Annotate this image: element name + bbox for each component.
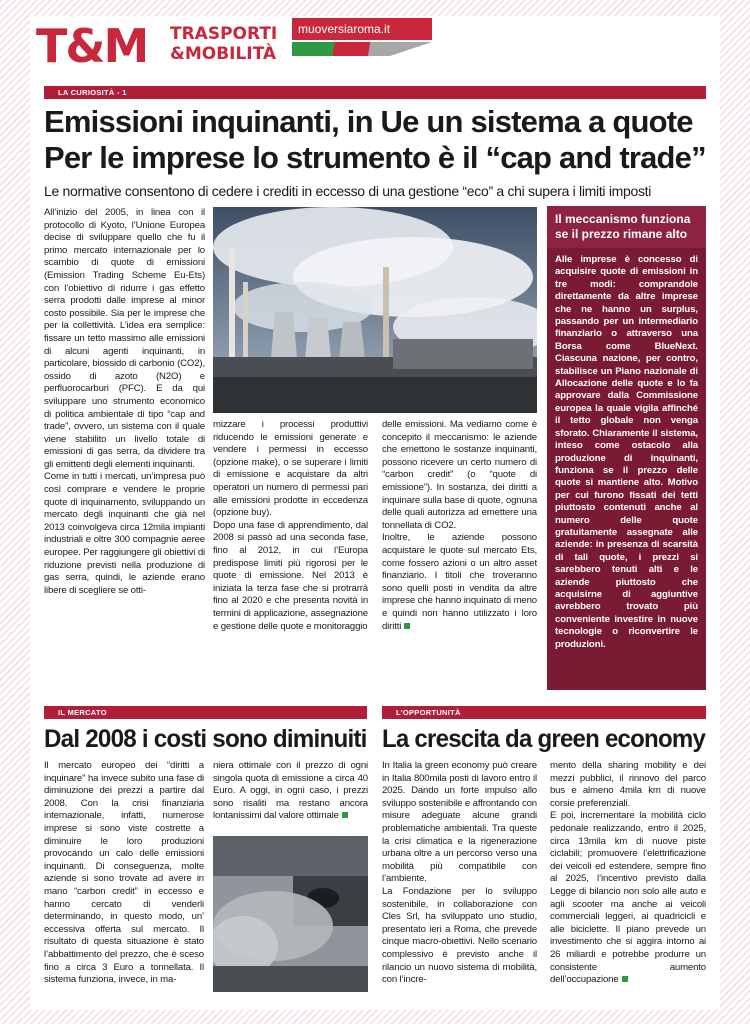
photo-exhaust xyxy=(213,836,368,992)
paragraph: Il mercato europeo dei “diritti a inquinare” ha invece subito una fase di diminuzione dei prezzi a partire dal 2008. Con la crisi finanziaria internazionale, infatti, numerose imprese si sono viste costrette a diminuire le loro produzioni provocando un calo delle emissioni inquinanti. Di conseguenza, molte aziende si sono trovate ad avere in mano “carbon credit” in eccesso e hanno cercato di venderli determinando, in questo modo, un’ eccessiva offerta sul mercato. Il risultato di questa situazione è stato l’abbattimento del prezzo, che è sceso fino a circa 3 Euro a tonnellata. Il sistema funziona, invece, in ma- xyxy=(44,760,204,986)
paragraph: mizzare i processi produttivi riducendo le emissioni generate e vendere i permessi in eccesso (opzione make), o se superare i limiti di emissione e acquistare da altri operatori un numero di permessi pari alle emissioni prodotte in eccedenza (opzione buy). xyxy=(213,419,368,519)
headline-line-1: Emissioni inquinanti, in Ue un sistema a quote xyxy=(44,104,693,139)
logo-text xyxy=(170,24,277,64)
photo-power-plant xyxy=(213,207,537,413)
paragraph xyxy=(382,532,537,633)
paragraph xyxy=(213,760,368,823)
sidebar-title: Il meccanismo funziona se il prezzo rimane alto xyxy=(547,206,706,248)
section-kicker: LA CURIOSITÀ - 1 xyxy=(44,86,706,99)
article-column-1 xyxy=(382,760,537,987)
end-of-article-icon xyxy=(404,623,410,629)
article-column-2 xyxy=(213,760,368,823)
section-kicker: IL MERCATO xyxy=(44,706,367,719)
paragraph: All’inizio del 2005, in linea con il protocollo di Kyoto, l’Unione Europea decise di sviluppare quello che fu il primo mercato internazionale per lo scambio di quote di emissioni (Emission Trading Scheme Eu-Ets) con l’obiettivo di ridurre i gas effetto serra prodotti dalle imprese al minor costo possibile. Sia per le imprese che per la collettività. L’idea era semplice: fissare un tetto massimo alle emissioni di alcuni agenti inquinanti, in particolare, biossido di carbonio (CO2), ossido di azoto (N2O) e perfluorocarburi (PFC). E da qui sviluppare uno strumento economico di politica ambientale di tipo “cap and trade”, ovvero, un sistema con il quale viene stabilito un livello totale di emissioni di gas serra, da dividere tra gli emittenti degli elementi inquinanti. xyxy=(44,207,205,470)
end-of-article-icon xyxy=(342,812,348,818)
article-column-3 xyxy=(382,419,537,633)
sidebar-box xyxy=(547,206,706,690)
newspaper-page xyxy=(30,16,720,1010)
site-badge[interactable]: muoversiaroma.it xyxy=(292,18,432,40)
headline-line-2: Per le imprese lo strumento è il “cap and trade” xyxy=(44,140,706,175)
article-column-2 xyxy=(550,760,706,987)
article-column-1 xyxy=(44,760,204,987)
logo-line-2: &MOBILITÀ xyxy=(170,44,277,64)
section-kicker: L’OPPORTUNITÀ xyxy=(382,706,706,719)
masthead xyxy=(30,16,720,88)
paragraph: Dopo una fase di apprendimento, dal 2008 si passò ad una seconda fase, fino al 2012, in cui l’Europa predispose limiti più rigorosi per le quote di emissione. Nel 2013 è iniziata la terza fase che si protrarrà fino al 2020 e che presenta novità in termini di applicazione, assegnazione e gestione delle quote e monitoraggio xyxy=(213,519,368,632)
subheadline: Le normative consentono di cedere i crediti in eccesso di una gestione “eco” a chi supera i limiti imposti xyxy=(44,183,652,199)
paragraph xyxy=(550,810,706,986)
logo-mark: T&M xyxy=(36,19,148,73)
article-column-2 xyxy=(213,419,368,633)
sidebar-body: Alle imprese è concesso di acquisire quote di emissioni in tre modi: comprandole direttamente da altre imprese che ne hanno un surplus, passando per un intermediario finanziario o attraverso una Borsa come BlueNext. Ciascuna nazione, per contro, stabilisce un Piano nazionale di Allocazione delle quote e lo fa approvare dalla Commissione europea la quale vigila affinché il tetto globale non venga sforato. Chiaramente il sistema, inteso come ostacolo alla produzione di inquinanti, funziona se il prezzo delle quote si mantiene alto. Motivo per cui furono fissati dei tetti piuttosto contenuti anche al numero delle quote gratuitamente assegnate alle aziende: in presenza di scarsità di tali quote, i prezzi si sarebbero tenuti alti e le aziende piuttosto che acquisirne di aggiuntive avrebbero trovato più conveniente investire in nuove tecnologie o riconvertire le produzioni. xyxy=(555,254,698,650)
logo-line-1: TRASPORTI xyxy=(170,24,278,44)
article-title: La crescita da green economy xyxy=(382,725,706,753)
paragraph: Come in tutti i mercati, un’impresa può così comprare e vendere le proprie quote di inquinamento, sviluppando un mercato degli inquinanti che già nel 2013 coinvolgeva circa 12mila impianti industriali e oltre 300 compagnie aeree europee. Per raggiungere gli obiettivi di riduzione previsti nella produzione di gas serra, quindi, le aziende erano libere di scegliere se otti- xyxy=(44,471,205,596)
paragraph: In Italia la green economy può creare in Italia 800mila posti di lavoro entro il 2025. Dando un forte impulso allo sviluppo sostenibile e affrontando con misure adeguate alcune grandi problematiche ambientali. Tra queste la crisi climatica e la rigenerazione urbana oltre a un percorso verso una mobilità più compatibile con l’ambiente. xyxy=(382,760,537,885)
exhaust-image xyxy=(213,836,368,992)
paragraph: delle emissioni. Ma vediamo come è concepito il meccanismo: le aziende che emettono le sostanze inquinanti, possono ricevere un certo numero di “carbon credit” (o “quote di emissione”). In sostanza, dei diritti a inquinare sulla base di quote, ognuna delle quali autorizza ad emettere una tonnellata di CO2. xyxy=(382,419,537,531)
article-title: Dal 2008 i costi sono diminuiti xyxy=(44,725,367,753)
site-badge-stripes xyxy=(292,42,432,56)
end-of-article-icon xyxy=(622,976,628,982)
paragraph-text: E poi, incrementare la mobilità ciclo pedonale realizzando, entro il 2025, circa 13mila km di nuove piste ciclabili; promuovere l’elettrificazione dei veicoli ed estendere, sempre fino al 2025, l’incentivo previsto dalla Legge di bilancio non solo alle auto e agli scooter ma anche ai veicoli commerciali leggeri, ai quadricicli e alle biciclette. Il piano prevede un investimento che si aggira intorno ai 26 miliardi e potrebbe produrre un consistente aumento dell’occupazione xyxy=(550,810,706,986)
paragraph-text: niera ottimale con il prezzo di ogni singola quota di emissione a circa 40 Euro. A oggi, in ogni caso, i prezzi sono risaliti ma restano ancora lontanissimi dal valore ottimale xyxy=(213,760,368,822)
paragraph-text: Inoltre, le aziende possono acquistare le quote sul mercato Ets, come fossero azioni o un altro asset finanziario. I titoli che troveranno sono quelli posti in vendita da altre imprese che hanno inquinato di meno e quindi non hanno utilizzato i loro diritti xyxy=(382,532,537,632)
paragraph: mento della sharing mobility e dei mezzi pubblici, il rinnovo del parco bus e almeno 4mila km di nuove corsie preferenziali. xyxy=(550,760,706,809)
power-plant-image xyxy=(213,207,537,413)
paragraph: La Fondazione per lo sviluppo sostenibile, in collaborazione con Cles Srl, ha sviluppato uno studio, presentato ieri a Roma, che prevede cinque macro-obiettivi. Nello scenario complessivo è previsto anche il rilancio un nuovo sistema di mobilità, con l’incre- xyxy=(382,885,537,986)
article-column-1 xyxy=(44,207,205,597)
